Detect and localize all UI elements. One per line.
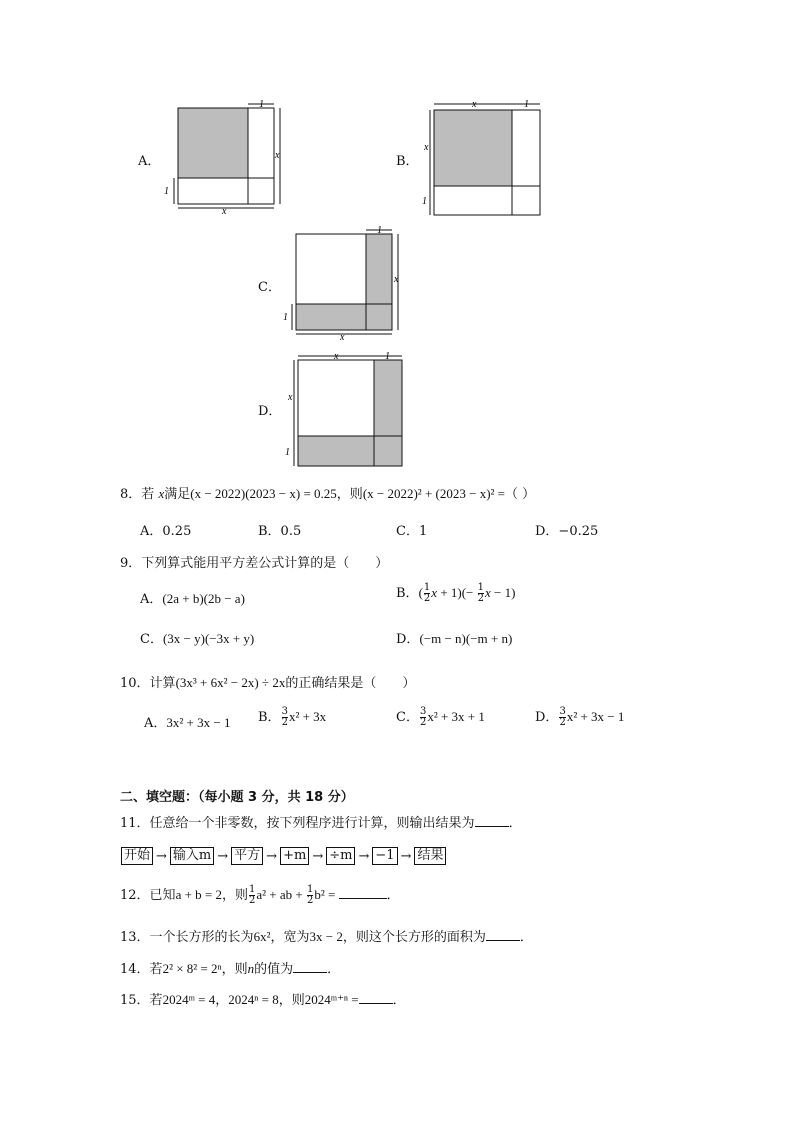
flow-start: 开始	[121, 847, 153, 865]
figure-d-dim-x-top: x	[334, 351, 339, 362]
section-2-title: 二、填空题：（每小题 3 分，共 18 分）	[120, 790, 354, 805]
question-12: 12．已知a + b = 2，则 $\frac{1}{2}$ a² + ab + $\frac{1}{2}$ b² = ．	[120, 884, 400, 906]
q8-eq1: (x − 2022)(2023 − x) = 0.25	[190, 486, 337, 501]
question-15: 15．若2024ᵐ = 4，2024ⁿ = 8，则2024ᵐ⁺ⁿ = ．	[120, 992, 406, 1008]
question-8: 8．若 x满足(x − 2022)(2023 − x) = 0.25，则(x − 2022)² + (2023 − x)² =（ ）	[120, 486, 536, 502]
q9-option-b: B．( $\frac{1}{2}$ x + 1)(− $\frac{1}{2}$ x − 1)	[396, 582, 516, 604]
figure-c-dim-x-right: x	[394, 274, 399, 285]
q10-option-c: C． $\frac{3}{2}$ x² + 3x + 1	[396, 706, 485, 728]
question-9: 9．下列算式能用平方差公式计算的是（ ）	[120, 556, 389, 571]
figure-c-dim-x-bottom: x	[340, 332, 345, 342]
figure-c-dim-1-top: 1	[377, 225, 382, 236]
figure-a-dim-x-bottom: x	[222, 206, 227, 216]
q14-answer-blank[interactable]	[293, 962, 327, 973]
q11-flowchart	[121, 847, 446, 865]
question-11: 11．任意给一个非零数，按下列程序进行计算，则输出结果为 ．	[120, 816, 522, 831]
figure-d-dim-1-left: 1	[285, 447, 290, 458]
option-d-label: D．	[258, 404, 282, 419]
flow-arrow-icon: →	[400, 848, 412, 864]
flow-div-m: ÷m	[326, 847, 355, 865]
figure-a	[160, 96, 292, 216]
q10-option-d: D． $\frac{3}{2}$ x² + 3x − 1	[535, 706, 625, 728]
flow-arrow-icon: →	[217, 848, 229, 864]
q8-option-b: B．0.5	[258, 524, 302, 539]
flow-result: 结果	[414, 847, 446, 865]
q13-answer-blank[interactable]	[486, 930, 520, 941]
figure-b-dim-x-top: x	[472, 99, 477, 110]
figure-b-dim-1-top: 1	[524, 99, 529, 110]
question-13: 13．一个长方形的长为6x²，宽为3x − 2，则这个长方形的面积为 ．	[120, 929, 533, 945]
figure-d-dim-1-top: 1	[385, 351, 390, 362]
figure-a-dim-1-left: 1	[164, 186, 169, 197]
figure-c	[280, 224, 410, 342]
figure-d	[280, 348, 410, 470]
q10-option-a: A．3x² + 3x − 1	[144, 715, 231, 731]
option-a-label: A．	[138, 154, 161, 169]
flow-input: 输入m	[170, 847, 214, 865]
q9-option-d: D．(−m − n)(−m + n)	[396, 631, 513, 647]
option-b-label: B．	[396, 154, 419, 169]
figure-c-dim-1-left: 1	[283, 312, 288, 323]
q8-eq2: (x − 2022)² + (2023 − x)² =	[362, 486, 505, 501]
q10-expr: (3x³ + 6x² − 2x) ÷ 2x	[175, 675, 286, 690]
flow-arrow-icon: →	[312, 848, 324, 864]
figure-b	[418, 98, 548, 220]
figure-a-dim-x-right: x	[275, 150, 280, 161]
flow-arrow-icon: →	[266, 848, 278, 864]
flow-arrow-icon: →	[156, 848, 167, 864]
figure-a-dim-1-top: 1	[259, 99, 264, 110]
figure-d-dim-x-left: x	[288, 392, 293, 403]
q10-option-b: B． $\frac{3}{2}$ x² + 3x	[258, 706, 327, 728]
q11-answer-blank[interactable]	[475, 816, 509, 827]
flow-plus-m: +m	[280, 847, 309, 865]
q15-answer-blank[interactable]	[359, 993, 393, 1004]
option-c-label: C．	[258, 280, 281, 295]
question-10: 10．计算(3x³ + 6x² − 2x) ÷ 2x的正确结果是（ ）	[120, 675, 416, 691]
flow-minus-1: −1	[372, 847, 397, 865]
q8-option-a: A．0.25	[140, 524, 192, 539]
q8-option-d: D．−0.25	[535, 524, 599, 539]
question-14: 14．若2² × 8² = 2ⁿ，则n的值为 ．	[120, 961, 341, 977]
figure-b-dim-1-left: 1	[422, 196, 427, 207]
flow-arrow-icon: →	[358, 848, 370, 864]
figure-b-dim-x-left: x	[424, 142, 429, 153]
q9-option-c: C．(3x − y)(−3x + y)	[140, 631, 255, 647]
q8-option-c: C．1	[396, 524, 428, 539]
q9-option-a: A．(2a + b)(2b − a)	[140, 591, 245, 607]
q12-answer-blank[interactable]	[339, 888, 387, 899]
flow-square: 平方	[231, 847, 263, 865]
